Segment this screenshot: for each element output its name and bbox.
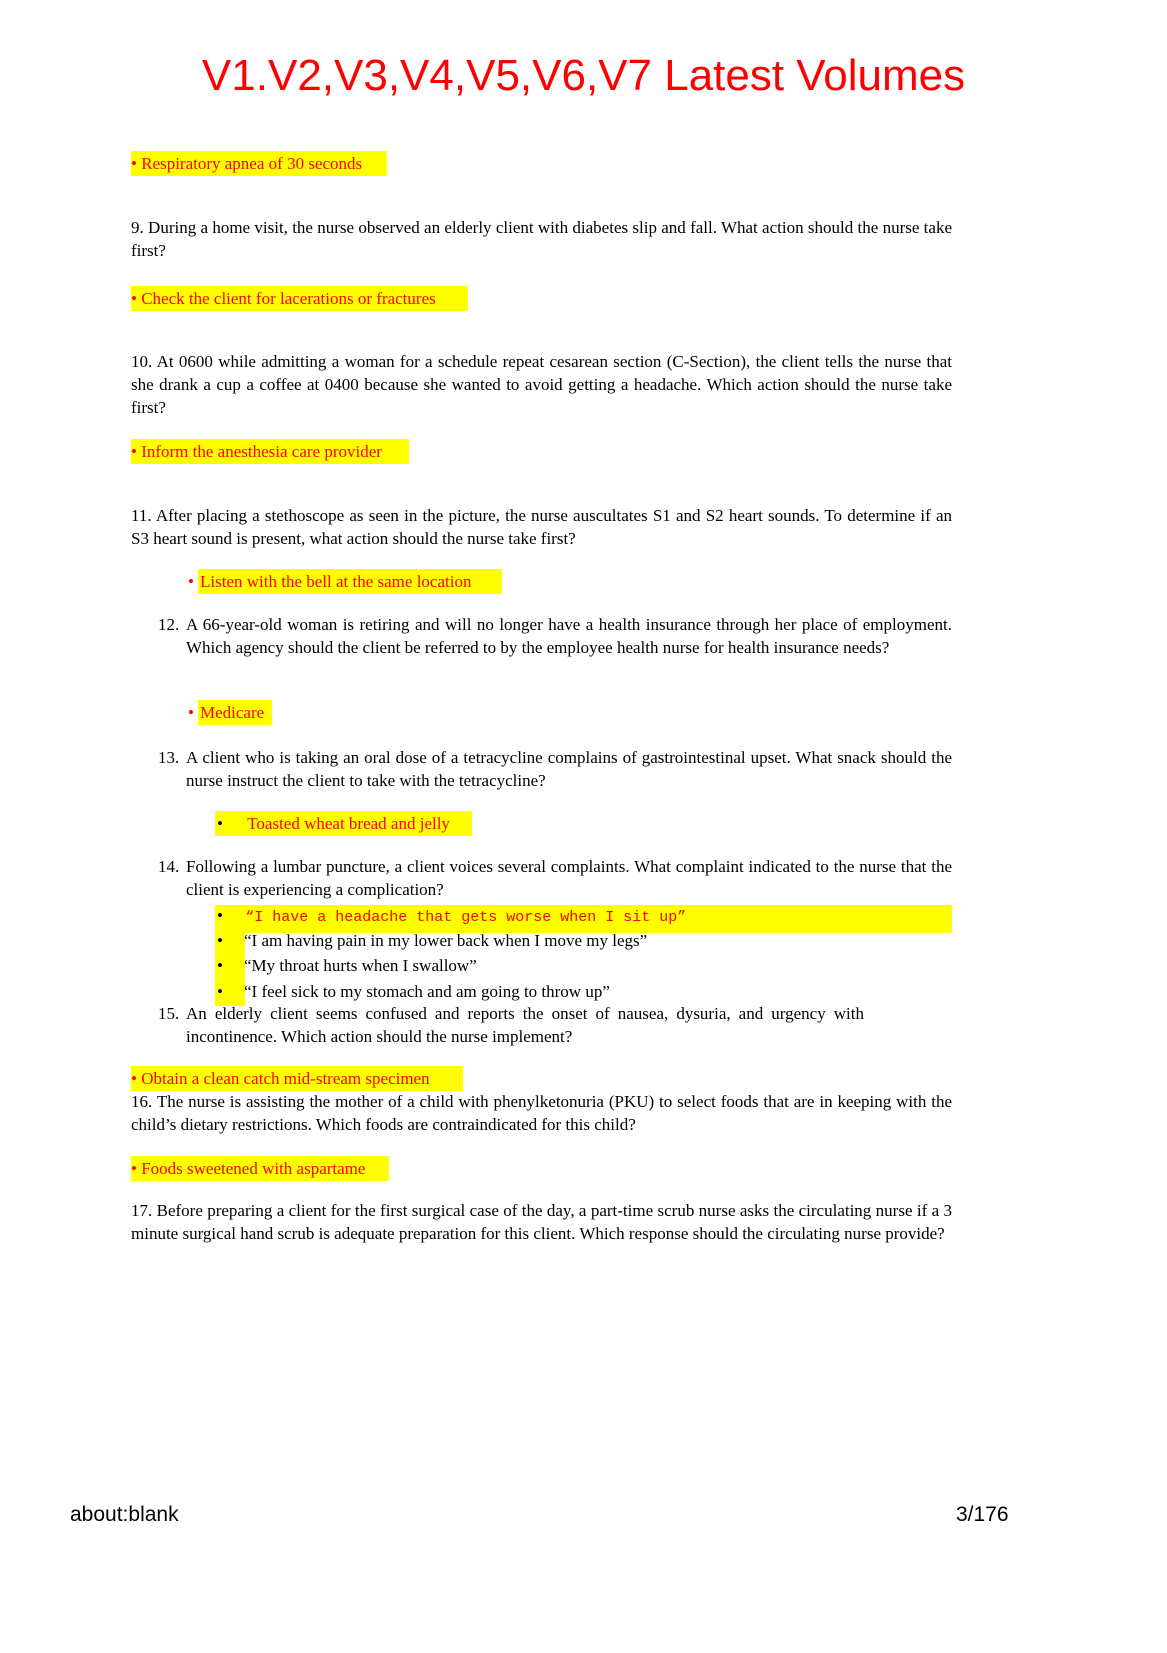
answer-15: • Obtain a clean catch mid-stream specimen [131,1066,463,1091]
question-17: 17. Before preparing a client for the first surgical case of the day, a part-time scrub nurse asks the circulating nurse if a 3 minute surgical hand scrub is adequate preparation for this client. Which response should the circulating nurse provide? [131,1201,952,1243]
answer-13-row [215,811,472,836]
answer-12: Medicare [198,700,272,725]
q14-option-4: “I feel sick to my stomach and am going to throw up” [244,982,610,1001]
q14-option-3: “My throat hurts when I swallow” [244,956,477,975]
question-14: Following a lumbar puncture, a client voices several complaints. What complaint indicated to the nurse that the client is experiencing a complication? [186,857,952,899]
question-15: An elderly client seems confused and reports the onset of nausea, dysuria, and urgency with incontinence. Which action should the nurse implement? [186,1004,864,1046]
page-header-title: V1.V2,V3,V4,V5,V6,V7 Latest Volumes [201,51,966,100]
q14-option-4-bullet: • [217,982,223,1001]
question-13-number: 13. [158,748,180,767]
answer-8: • Respiratory apnea of 30 seconds [131,151,387,176]
answer-13-bullet: • [217,814,223,833]
answer-13: Toasted wheat bread and jelly [247,814,450,833]
answer-12-bullet: • [188,703,194,722]
question-12-number: 12. [158,615,180,634]
answer-10: • Inform the anesthesia care provider [131,439,409,464]
question-16: 16. The nurse is assisting the mother of a child with phenylketonuria (PKU) to select foods that are in keeping with the child’s dietary restrictions. Which foods are contraindicated for this child? [131,1092,952,1134]
question-12: A 66-year-old woman is retiring and will no longer have a health insurance through her place of employment. Which agency should the client be referred to by the employee health nurse for health insurance needs? [186,615,952,657]
answer-11-bullet: • [188,572,194,591]
footer-url: about:blank [70,1503,179,1526]
question-10: 10. At 0600 while admitting a woman for a schedule repeat cesarean section (C-Section), the client tells the nurse that she drank a cup a coffee at 0400 because she wanted to avoid getting a headache. Which action should the nurse take first? [131,352,952,417]
q14-option-1-bullet: • [217,906,223,925]
q14-option-3-bullet: • [217,956,223,975]
question-11: 11. After placing a stethoscope as seen in the picture, the nurse auscultates S1 and S2 heart sounds. To determine if an S3 heart sound is present, what action should the nurse take first? [131,506,952,548]
q14-option-2: “I am having pain in my lower back when I move my legs” [244,931,648,950]
answer-9: • Check the client for lacerations or fractures [131,286,468,311]
footer-page-number: 3/176 [956,1503,1009,1526]
answer-11: Listen with the bell at the same location [198,569,502,594]
question-14-number: 14. [158,857,180,876]
answer-16: • Foods sweetened with aspartame [131,1156,389,1181]
q14-option-2-bullet: • [217,931,223,950]
question-15-number: 15. [158,1004,180,1023]
q14-option-1: “I have a headache that gets worse when I sit up” [245,909,687,926]
question-13: A client who is taking an oral dose of a tetracycline complains of gastrointestinal upset. What snack should the nurse instruct the client to take with the tetracycline? [186,748,952,790]
question-9: 9. During a home visit, the nurse observed an elderly client with diabetes slip and fall. What action should the nurse take first? [131,218,952,260]
